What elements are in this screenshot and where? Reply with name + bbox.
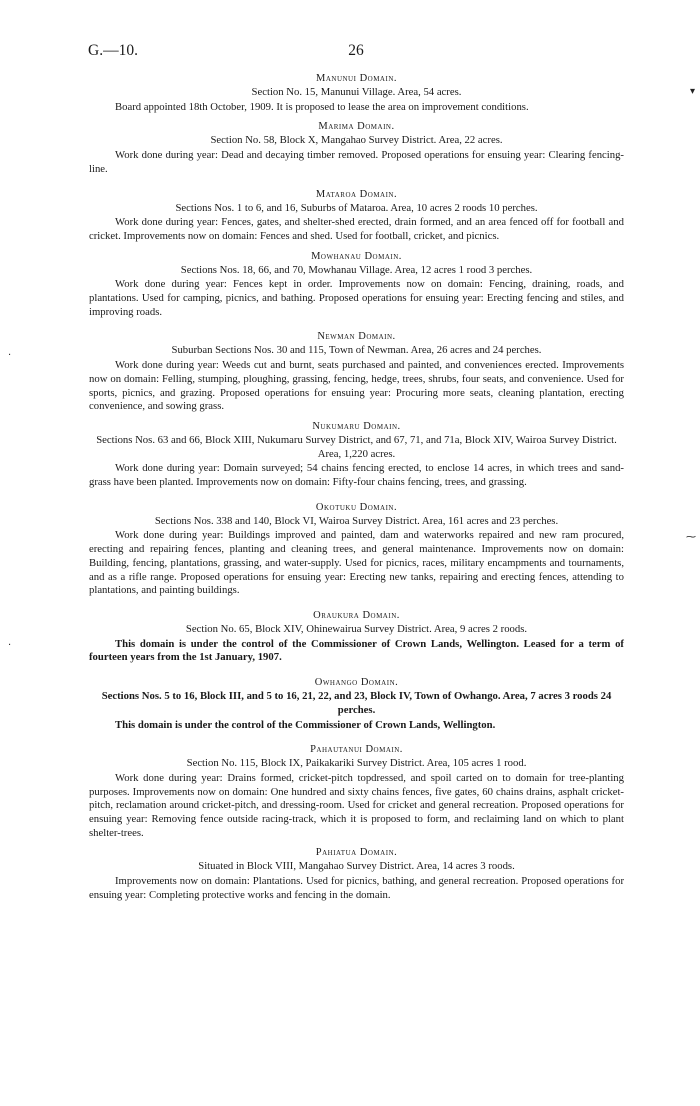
domain-section (89, 188, 624, 244)
section-subtitle: Section No. 15, Manunui Village. Area, 54 acres. (251, 86, 462, 98)
section-subtitle: Section No. 58, Block X, Mangahao Survey District. Area, 22 acres. (210, 134, 503, 147)
page-number: 26 (348, 42, 364, 59)
section-body: Work done during year: Fences, gates, and shelter-shed erected, drain formed, and an area fenced off for football and cricket. Improvements now on domain: Fences and shed. Used for football, cricket, and picnics. (89, 216, 624, 242)
domain-section (89, 609, 624, 665)
margin-mark: ▾ (690, 86, 696, 97)
domain-section (89, 676, 624, 732)
section-title: Marima Domain. (318, 121, 395, 133)
margin-mark: ⁓ (686, 532, 696, 543)
section-subtitle: Sections Nos. 1 to 6, and 16, Suburbs of Mataroa. Area, 10 acres 2 roods 10 perches. (175, 201, 538, 214)
section-title: Manunui Domain. (316, 73, 397, 84)
margin-mark: · (8, 640, 12, 651)
section-title: Newman Domain. (317, 331, 396, 343)
section-title: Owhango Domain. (314, 677, 399, 689)
domain-section (89, 501, 624, 598)
domain-section (89, 846, 624, 902)
document-reference: G.—10. (88, 42, 138, 59)
section-subtitle: Suburban Sections Nos. 30 and 115, Town of Newman. Area, 26 acres and 24 perches. (171, 344, 542, 357)
section-title: Pahautanui Domain. (310, 744, 403, 756)
section-subtitle: Section No. 115, Block IX, Paikakariki Survey District. Area, 105 acres 1 rood. (186, 757, 527, 770)
domain-section (89, 250, 624, 320)
domain-section (89, 330, 624, 414)
domain-section (89, 420, 624, 490)
domain-section (89, 72, 624, 114)
section-body: Improvements now on domain: Plantations. Used for picnics, bathing, and general recreation. Proposed operations for ensuing year: Completing protective works and fencing in the domain. (89, 875, 624, 901)
document-body (89, 72, 624, 903)
margin-mark: · (8, 350, 12, 361)
section-body: Work done during year: Domain surveyed; 54 chains fencing erected, to enclose 14 acres, in which trees and sand-grass have been planted. Improvements now on domain: Fifty-four chains fencing, trees, and grassing. (89, 462, 624, 489)
section-body: Work done during year: Dead and decaying timber removed. Proposed operations for ensuing year: Clearing fencing-line. (89, 149, 624, 175)
section-body: Work done during year: Buildings improved and painted, dam and waterworks repaired and new ram procured, erecting and repairing fences, planting and cleaning trees, and general maintenance. Improvements now on domain: Building, fencing, plantations, grassing, and water-supply. Used for picnics, races, military encampments and tournaments, and as a rifle range. Proposed operations for ensuing year: Erecting new tanks, repairing and erecting fences, attending to plantations, and painting buildings. (89, 529, 624, 597)
section-body: This domain is under the control of the Commissioner of Crown Lands, Wellington. Leased for a term of fourteen years from the 1st January, 1907. (89, 637, 624, 664)
section-body: Work done during year: Drains formed, cricket-pitch topdressed, and spoil carted on to domain for tree-planting purposes. Improvements now on domain: One hundred and sixty chains fences, five gates, 60 chains drains, asphalt cricket-pitch, reclamation around cricket-pitch, and dressing-room. Used for cricket and general recreation. Proposed operations for ensuing year: Removing fence outside racing-track, which it is proposed to form, and reclaiming land on which to plant shelter-trees. (89, 771, 624, 839)
domain-section (89, 743, 624, 840)
section-title: Nukumaru Domain. (312, 420, 401, 432)
section-subtitle: Sections Nos. 18, 66, and 70, Mowhanau Village. Area, 12 acres 1 rood 3 perches. (180, 263, 533, 276)
section-title: Oraukura Domain. (313, 609, 400, 621)
section-body: Work done during year: Weeds cut and burnt, seats purchased and painted, and conveniences erected. Improvements now on domain: Felling, stumping, ploughing, grassing, fencing, hedge, trees, shrubs, four seats, and convenience. Used for sports, picnics, and grazing. Proposed operations for ensuing year: Procuring more seats, cleaning plantation, erecting convenience, and sowing grass. (89, 359, 624, 413)
section-title: Mowhanau Domain. (311, 250, 402, 262)
section-body: This domain is under the control of the Commissioner of Crown Lands, Wellington. (115, 718, 496, 731)
section-title: Okotuku Domain. (315, 501, 398, 513)
section-subtitle: Sections Nos. 63 and 66, Block XIII, Nukumaru Survey District, and 67, 71, and 71a, Block XIV, Wairoa Survey District. Area, 1,220 acres. (96, 433, 617, 460)
section-subtitle: Sections Nos. 5 to 16, Block III, and 5 to 16, 21, 22, and 23, Block IV, Town of Owhango. Area, 7 acres 3 roods 24 perches. (101, 690, 612, 716)
domain-section (89, 120, 624, 176)
section-body: Board appointed 18th October, 1909. It is proposed to lease the area on improvement conditions. (115, 100, 529, 113)
section-subtitle: Sections Nos. 338 and 140, Block VI, Wairoa Survey District. Area, 161 acres and 23 perches. (154, 514, 559, 527)
section-subtitle: Situated in Block VIII, Mangahao Survey District. Area, 14 acres 3 roods. (198, 860, 515, 873)
section-title: Mataroa Domain. (315, 188, 398, 200)
section-subtitle: Section No. 65, Block XIV, Ohinewairua Survey District. Area, 9 acres 2 roods. (185, 622, 528, 635)
section-title: Pahiatua Domain. (315, 847, 398, 859)
section-body: Work done during year: Fences kept in order. Improvements now on domain: Fencing, draining, roads, and plantations. Used for camping, picnics, and bathing. Proposed operations for ensuing year: Erecting fencing and stiles, and improving roads. (89, 278, 624, 318)
